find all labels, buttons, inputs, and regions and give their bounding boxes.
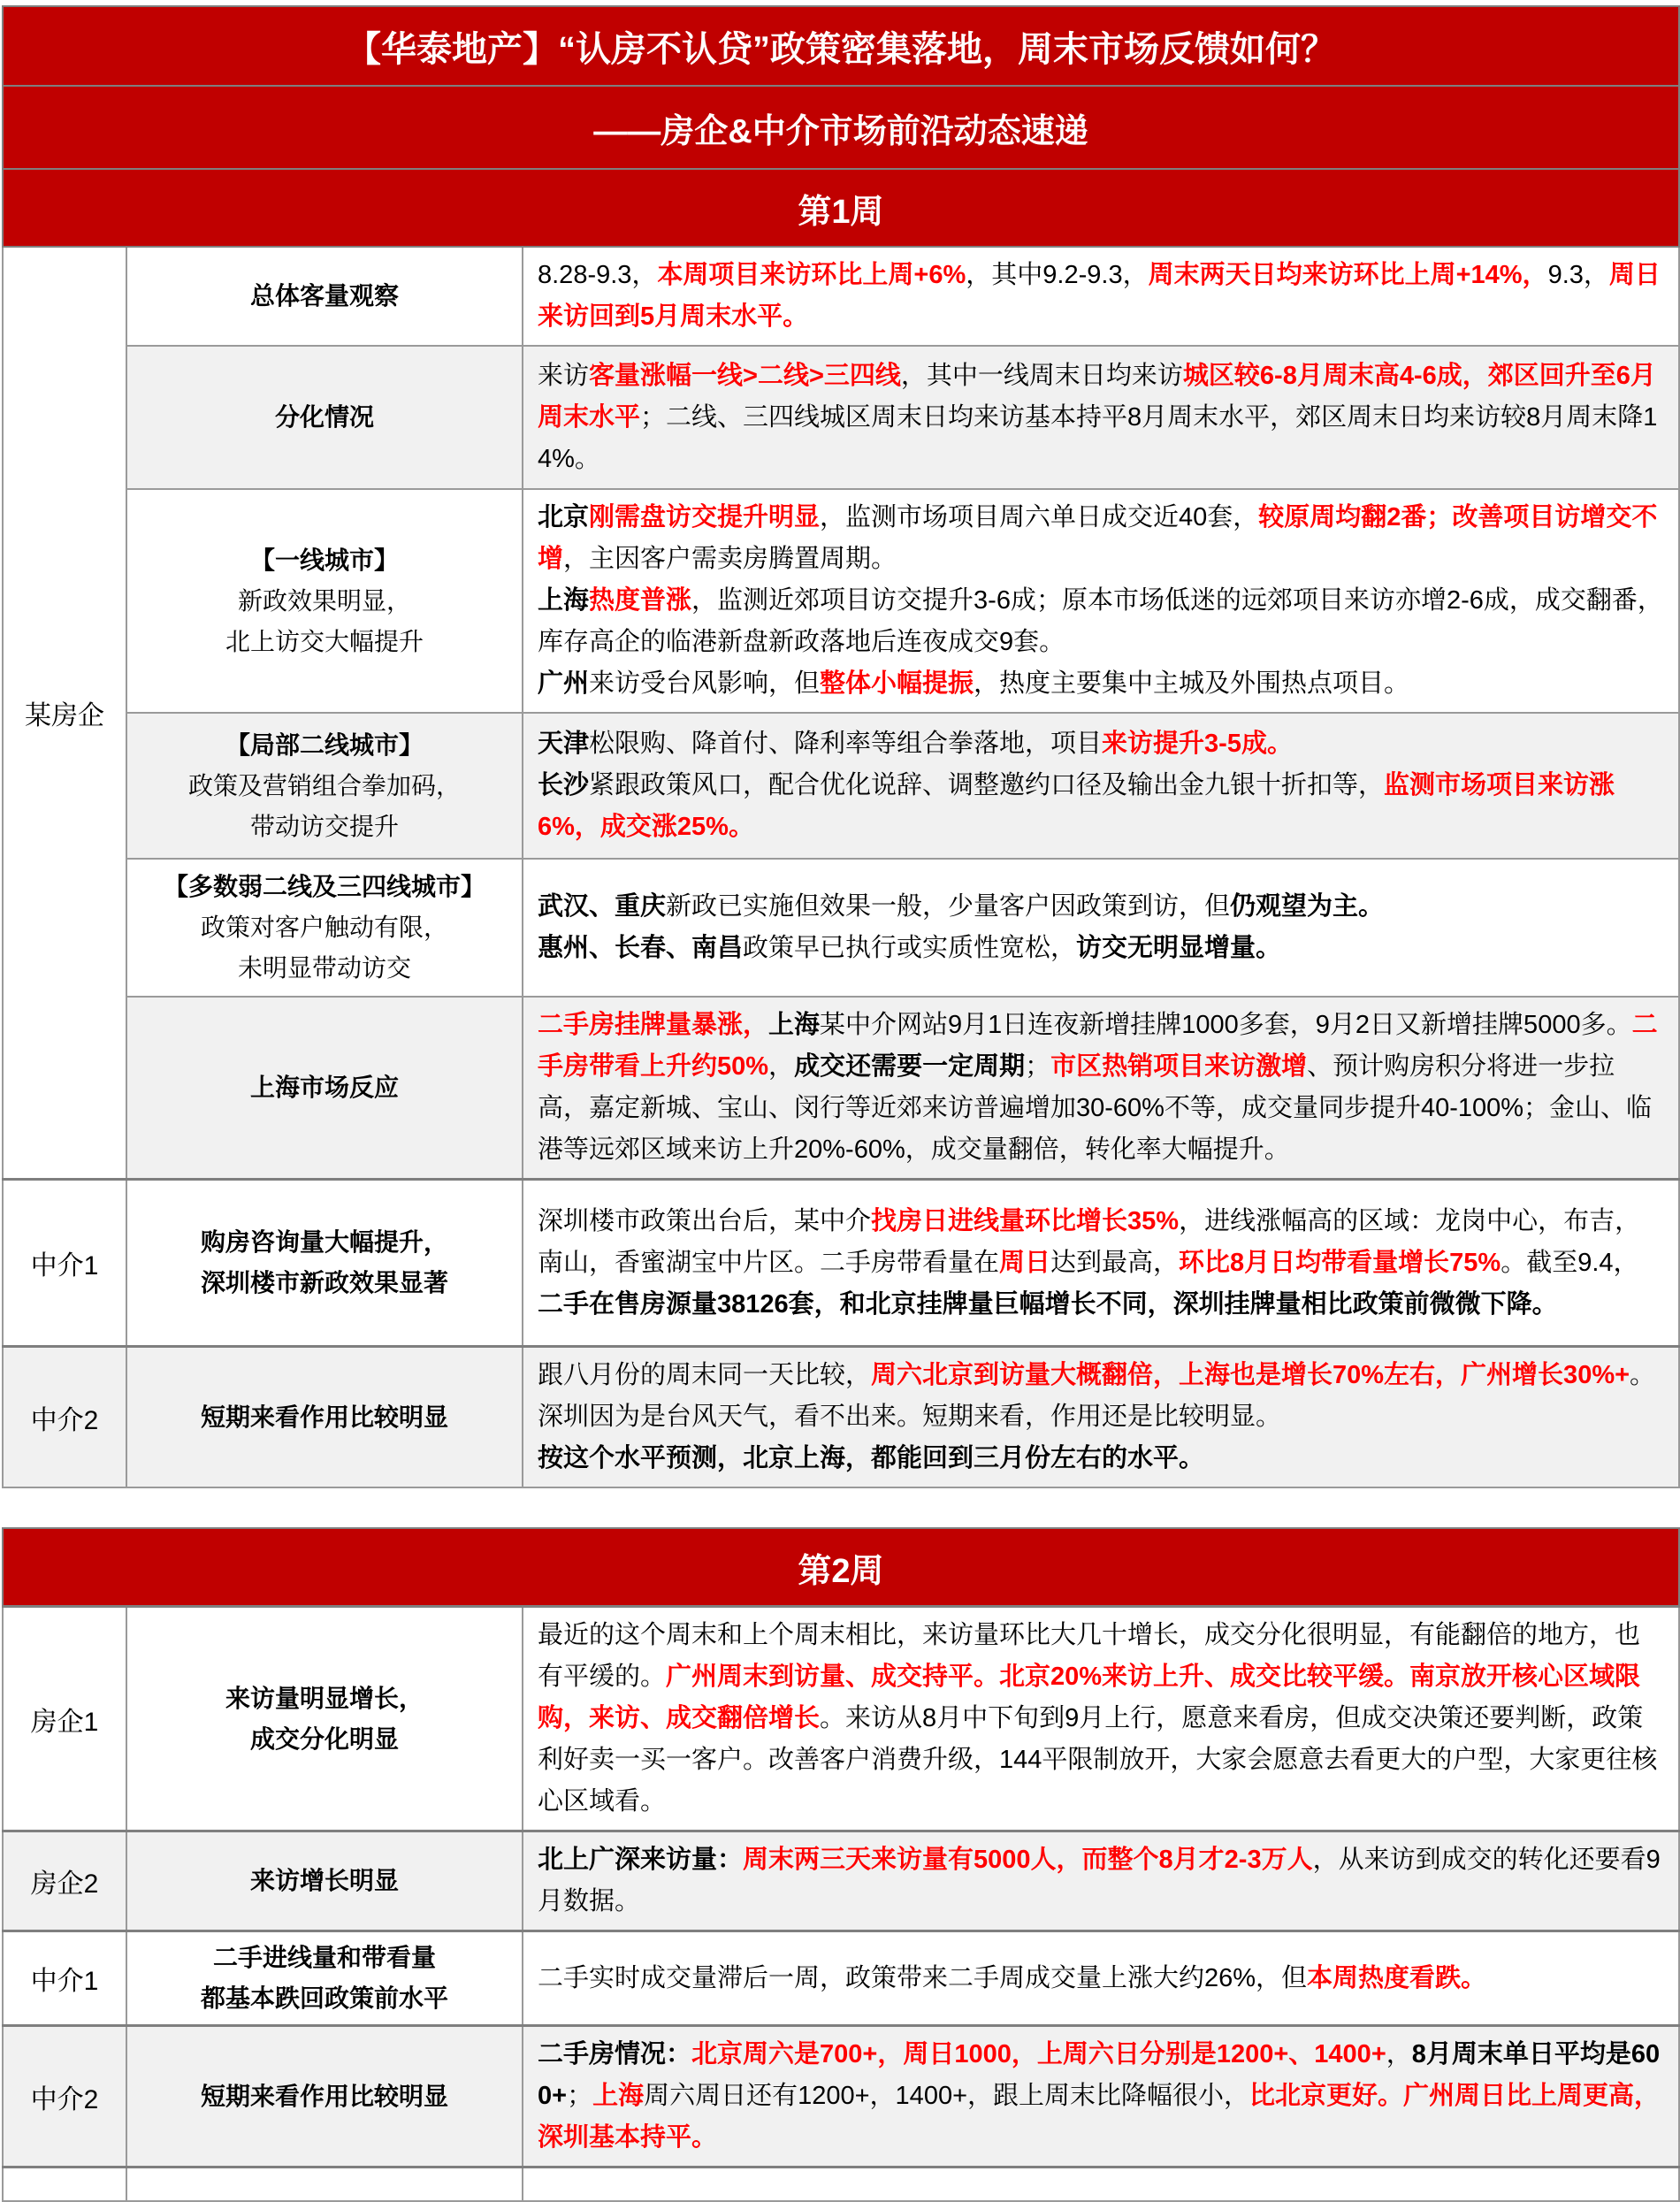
row-label-line: 政策对客户触动有限， bbox=[200, 914, 448, 941]
row-label-line: 二手进线量和带看量 bbox=[212, 1944, 436, 1971]
content-paragraph bbox=[538, 765, 1664, 848]
text-segment: 最近的这个周末和上个周末相比，来访量环比大几十增长，成交分化很明显，有能翻倍的地方，也有平缓的。 bbox=[538, 1621, 1641, 1691]
text-segment: 上海 bbox=[768, 1011, 821, 1039]
text-segment: 某中介网站9月1日连夜新增挂牌1000多套，9月2日又新增挂牌5000多。 bbox=[820, 1011, 1632, 1039]
text-segment: 政策早已执行或实质性宽松， bbox=[743, 934, 1077, 962]
text-segment: 松限购、降首付、降利率等组合拳落地，项目 bbox=[589, 730, 1103, 758]
table-row bbox=[3, 346, 1679, 489]
speaker-label: 中介1 bbox=[30, 1251, 99, 1281]
row-label-cell bbox=[126, 1931, 523, 2026]
table-row bbox=[3, 2168, 1679, 2201]
row-label-cell bbox=[126, 859, 523, 997]
content-paragraph bbox=[538, 1005, 1664, 1171]
text-segment: 较原周均翻2番；改善项目访增交不增 bbox=[538, 503, 1658, 573]
content-paragraph bbox=[538, 356, 1664, 480]
text-segment: 广州 bbox=[538, 669, 590, 698]
content-paragraph bbox=[538, 1958, 1664, 1999]
row-label-cell bbox=[126, 346, 523, 489]
row-content-cell bbox=[523, 2026, 1679, 2168]
text-segment: 来访提升3-5成。 bbox=[1102, 730, 1293, 758]
row-content-cell bbox=[523, 1931, 1679, 2026]
text-segment: 刚需盘访交提升明显 bbox=[589, 503, 821, 531]
text-segment: 成交还需要一定周期 bbox=[794, 1052, 1026, 1081]
text-segment: 深圳楼市政策出台后，某中介 bbox=[538, 1206, 872, 1235]
table-row bbox=[3, 1347, 1679, 1488]
content-paragraph bbox=[538, 1355, 1664, 1438]
text-segment: 8月周末单日平均是600+ bbox=[538, 2040, 1661, 2110]
table-row bbox=[3, 2026, 1679, 2168]
text-segment: 访交无明显增量。 bbox=[1076, 934, 1282, 962]
table-row bbox=[3, 997, 1679, 1180]
text-segment: 上海 bbox=[538, 586, 590, 615]
row-label-line: 未明显带动访交 bbox=[237, 954, 411, 982]
row-label-cell bbox=[126, 489, 523, 713]
text-segment: 本周热度看跌。 bbox=[1307, 1963, 1487, 1992]
text-segment: ， bbox=[1386, 2040, 1412, 2068]
text-segment: ，从来访到成交的转化还要看9月数据。 bbox=[538, 1846, 1661, 1915]
row-label-line: 来访量明显增长， bbox=[225, 1684, 424, 1712]
row-label-line: 总体客量观察 bbox=[249, 282, 399, 310]
speaker-cell bbox=[3, 1931, 126, 2026]
row-label-line: 上海市场反应 bbox=[249, 1074, 399, 1101]
speaker-label: 中介2 bbox=[30, 1405, 99, 1435]
text-segment: 二手在售房源量38126套，和北京挂牌量巨幅增长不同，深圳挂牌量相比政策前微微下降。 bbox=[538, 1289, 1558, 1319]
text-segment: 周六周日还有1200+，1400+，跟上周末比降幅很小， bbox=[644, 2082, 1250, 2110]
text-segment: ；二线、三四线城区周末日均来访基本持平8月周末水平，郊区周末日均来访较8月周末降14%。 bbox=[538, 402, 1658, 473]
text-segment: 惠州、长春、南昌 bbox=[538, 934, 744, 962]
row-label-cell bbox=[126, 713, 523, 859]
text-segment: ，监测近郊项目访交提升3-6成；原本市场低迷的远郊项目来访亦增2-6成，成交翻番，库存高企的临港新盘新政落地后连夜成交9套。 bbox=[538, 586, 1663, 656]
row-label-cell bbox=[126, 247, 523, 346]
week2-table bbox=[2, 1527, 1680, 2202]
subtitle-row bbox=[3, 86, 1679, 169]
row-content-cell bbox=[523, 489, 1679, 713]
content-paragraph bbox=[538, 1839, 1664, 1923]
text-segment: 城区较6-8月周末高4-6成，郊区回升至6月周末水平 bbox=[538, 361, 1656, 432]
content-paragraph bbox=[538, 928, 1664, 969]
row-label-line: 都基本跌回政策前水平 bbox=[200, 1984, 448, 2012]
text-segment: 。深圳因为是台风天气，看不出来。短期来看，作用还是比较明显。 bbox=[538, 1361, 1656, 1431]
row-content-cell bbox=[523, 247, 1679, 346]
text-segment: 本周项目来访环比上周+6% bbox=[657, 261, 966, 289]
text-segment: 来访 bbox=[538, 361, 590, 390]
text-segment: 周末两天日均来访环比上周+14%， bbox=[1148, 261, 1548, 289]
text-segment: 二手房带看上升约50% bbox=[538, 1011, 1658, 1081]
text-segment: ，主因客户需卖房腾置周期。 bbox=[563, 545, 897, 573]
row-content-cell bbox=[523, 1831, 1679, 1931]
row-label-line: 北上访交大幅提升 bbox=[225, 627, 424, 655]
row-label-line: 成交分化明显 bbox=[249, 1724, 399, 1753]
row-content-cell bbox=[523, 713, 1679, 859]
table-row bbox=[3, 1931, 1679, 2026]
table-row bbox=[3, 713, 1679, 859]
text-segment: 新政已实施但效果一般，少量客户因政策到访，但 bbox=[666, 892, 1231, 921]
week2-band-row bbox=[3, 1528, 1679, 1607]
content-paragraph bbox=[538, 497, 1664, 580]
row-label-cell bbox=[126, 1831, 523, 1931]
text-segment: 紧跟政策风口，配合优化说辞、调整邀约口径及输出金九银十折扣等， bbox=[589, 771, 1385, 799]
text-segment: 、预计购房积分将进一步拉高，嘉定新城、宝山、闵行等近郊来访普遍增加30-60%不等，成交量同步提升40-100%；金山、临港等远郊区域来访上升20%-60%，成交量翻倍，转化率大幅提升。 bbox=[538, 1052, 1653, 1164]
text-segment: 。来访从8月中下旬到9月上行，愿意来看房，但成交决策还要判断，政策利好卖一买一客户。改善客户消费升级，144平限制放开，大家会愿意去看更大的户型，大家更往核心区域看。 bbox=[538, 1704, 1658, 1816]
speaker-cell bbox=[3, 2168, 126, 2201]
text-segment: 周日 bbox=[999, 1248, 1051, 1277]
row-label-cell bbox=[126, 2026, 523, 2168]
content-paragraph bbox=[538, 663, 1664, 705]
speaker-cell bbox=[3, 1607, 126, 1831]
text-segment: 武汉、重庆 bbox=[538, 892, 667, 921]
row-content-cell bbox=[523, 1180, 1679, 1347]
row-label-cell bbox=[126, 2168, 523, 2201]
table-row bbox=[3, 489, 1679, 713]
text-segment: 周六北京到访量大概翻倍，上海也是增长70%左右，广州增长30%+ bbox=[871, 1361, 1630, 1389]
table-row bbox=[3, 1607, 1679, 1831]
table-row bbox=[3, 247, 1679, 346]
content-paragraph bbox=[538, 580, 1664, 663]
content-paragraph bbox=[538, 723, 1664, 765]
speaker-cell bbox=[3, 2026, 126, 2168]
text-segment: 热度普涨 bbox=[589, 586, 692, 615]
text-segment: 比北京更好。广州周日比上周更高，深圳基本持平。 bbox=[538, 2082, 1661, 2152]
row-label-line: 购房咨询量大幅提升， bbox=[200, 1228, 448, 1256]
title-row bbox=[3, 6, 1679, 86]
table-gap bbox=[0, 1488, 1680, 1527]
row-label-cell bbox=[126, 997, 523, 1180]
row-content-cell bbox=[523, 859, 1679, 997]
content-paragraph bbox=[538, 2034, 1664, 2159]
row-label-cell bbox=[126, 1607, 523, 1831]
text-segment: 来访受台风影响，但 bbox=[589, 669, 821, 698]
text-segment: 长沙 bbox=[538, 771, 590, 799]
content-paragraph bbox=[538, 1615, 1664, 1823]
text-segment: 找房日进线量环比增长35% bbox=[871, 1206, 1180, 1235]
week1-band-row bbox=[3, 169, 1679, 247]
row-label-line: 短期来看作用比较明显 bbox=[200, 2082, 448, 2110]
text-segment: 监测市场项目来访涨6%，成交涨25%。 bbox=[538, 771, 1615, 841]
row-label-cell bbox=[126, 1347, 523, 1488]
row-label-line: 【多数弱二线及三四线城市】 bbox=[163, 873, 485, 900]
text-segment: ，进线涨幅高的区域：龙岗中心，布吉，南山，香蜜湖宝中片区。二手房带看量在 bbox=[538, 1206, 1641, 1277]
text-segment: 天津 bbox=[538, 730, 590, 758]
text-segment: 环比8月日均带看量增长75% bbox=[1179, 1248, 1501, 1277]
text-segment: 北上广深来访量： bbox=[538, 1846, 744, 1874]
text-segment: 按这个水平预测，北京上海，都能回到三月份左右的水平。 bbox=[538, 1444, 1205, 1472]
text-segment: 客量涨幅一线>二线>三四线 bbox=[589, 361, 901, 390]
row-label-line: 带动访交提升 bbox=[249, 812, 399, 840]
week1-band-label: 第1周 bbox=[3, 169, 1679, 247]
row-label-line: 分化情况 bbox=[274, 403, 374, 431]
speaker-cell bbox=[3, 1180, 126, 1347]
speaker-cell bbox=[3, 1347, 126, 1488]
text-segment: 。截至9.4， bbox=[1501, 1248, 1639, 1277]
text-segment: 市区热销项目来访激增 bbox=[1050, 1052, 1308, 1081]
speaker-label: 某房企 bbox=[25, 701, 104, 730]
table-row bbox=[3, 1831, 1679, 1931]
row-content-cell bbox=[523, 346, 1679, 489]
text-segment: 8.28-9.3， bbox=[538, 261, 658, 289]
speaker-label: 中介1 bbox=[30, 1967, 99, 1996]
row-content-cell bbox=[523, 1607, 1679, 1831]
speaker-label: 房企1 bbox=[30, 1707, 99, 1737]
text-segment: 北京周六是700+，周日1000，上周六日分别是1200+、1400+ bbox=[691, 2040, 1386, 2068]
row-label-line: 【局部二线城市】 bbox=[225, 730, 424, 759]
week1-table bbox=[2, 5, 1680, 1488]
text-segment: ，热度主要集中主城及外围热点项目。 bbox=[974, 669, 1410, 698]
row-label-line: 新政效果明显， bbox=[237, 586, 411, 615]
text-segment: 二手房挂牌量暴涨， bbox=[538, 1011, 769, 1039]
row-content-cell bbox=[523, 997, 1679, 1180]
row-label-line: 【一线城市】 bbox=[249, 546, 399, 574]
text-segment: ； bbox=[567, 2082, 593, 2110]
row-label-line: 来访增长明显 bbox=[249, 1867, 399, 1894]
text-segment: 北京 bbox=[538, 503, 590, 531]
table-row bbox=[3, 1180, 1679, 1347]
text-segment: ， bbox=[768, 1052, 795, 1081]
week2-band-label: 第2周 bbox=[3, 1528, 1679, 1607]
content-paragraph bbox=[538, 1438, 1664, 1479]
row-content-cell bbox=[523, 1347, 1679, 1488]
text-segment: 上海 bbox=[592, 2082, 645, 2110]
text-segment: ，监测市场项目周六单日成交近40套， bbox=[820, 503, 1259, 531]
text-segment: ，其中9.2-9.3， bbox=[966, 261, 1149, 289]
speaker-cell bbox=[3, 247, 126, 1180]
text-segment: ，其中一线周末日均来访 bbox=[900, 361, 1183, 390]
text-segment: 仍观望为主。 bbox=[1230, 892, 1385, 921]
text-segment: 周日来访回到5月周末水平。 bbox=[538, 261, 1661, 331]
report-title: 【华泰地产】“认房不认贷”政策密集落地，周末市场反馈如何？ bbox=[3, 6, 1679, 86]
text-segment: 9.3， bbox=[1547, 261, 1609, 289]
text-segment: 二手实时成交量滞后一周，政策带来二手周成交量上涨大约26%，但 bbox=[538, 1963, 1308, 1992]
row-content-cell bbox=[523, 2168, 1679, 2201]
row-label-cell bbox=[126, 1180, 523, 1347]
text-segment: 整体小幅提振 bbox=[820, 669, 974, 698]
text-segment: 二手房情况： bbox=[538, 2040, 692, 2068]
content-paragraph bbox=[538, 1201, 1664, 1326]
row-label-line: 深圳楼市新政效果显著 bbox=[200, 1269, 448, 1296]
row-label-line: 政策及营销组合拳加码， bbox=[187, 771, 461, 799]
speaker-label: 房企2 bbox=[30, 1869, 99, 1899]
text-segment: 广州周末到访量、成交持平。北京20%来访上升、成交比较平缓。南京放开核心区域限购，来访、成交翻倍增长 bbox=[538, 1663, 1641, 1732]
text-segment: ； bbox=[1025, 1052, 1051, 1081]
speaker-label: 中介2 bbox=[30, 2084, 99, 2114]
text-segment: 跟八月份的周末同一天比较， bbox=[538, 1361, 872, 1389]
speaker-cell bbox=[3, 1831, 126, 1931]
content-paragraph bbox=[538, 886, 1664, 928]
content-paragraph bbox=[538, 255, 1664, 338]
text-segment: 周末两三天来访量有5000人，而整个8月才2-3万人 bbox=[743, 1846, 1313, 1874]
row-label-line: 短期来看作用比较明显 bbox=[200, 1403, 448, 1431]
report-subtitle: ——房企&中介市场前沿动态速递 bbox=[3, 86, 1679, 169]
text-segment: 达到最高， bbox=[1050, 1248, 1180, 1277]
table-row bbox=[3, 859, 1679, 997]
